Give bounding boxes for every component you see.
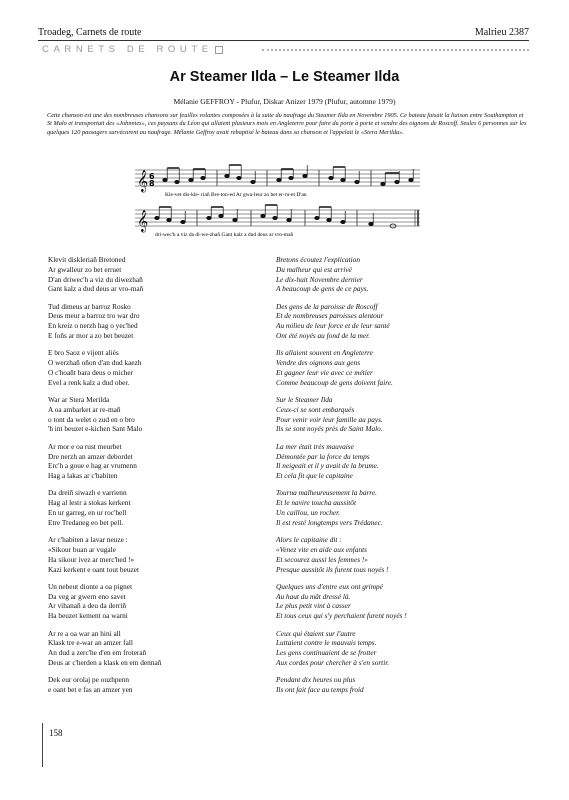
french-line: Le dix-huit Novembre dernier xyxy=(276,274,363,284)
breton-line: O c'hoañt bara deus o micher xyxy=(48,367,133,377)
french-line: A beaucoup de gens de ce pays. xyxy=(276,284,369,294)
french-line: Bretons écoutez l'explication xyxy=(276,255,360,264)
french-line: La mer était très mauvaise xyxy=(276,441,354,451)
breton-line: Dek eur orolaj pe ouzhpenn xyxy=(48,675,130,685)
breton-line: Dre nerzh an amzer debordet xyxy=(48,451,133,461)
french-line: Il est resté longtemps vers Trédanec. xyxy=(276,517,383,527)
breton-line: Ar mor e oa rust meurbet xyxy=(48,441,122,451)
breton-stanza xyxy=(48,535,258,574)
breton-stanza xyxy=(48,488,258,527)
breton-line: D'an driwec'h a viz du diwezhañ xyxy=(48,274,143,284)
french-line: Ils se sont noyés près de Saint Malo. xyxy=(276,424,383,434)
score-lyrics-line-2: dri-wec'h a viz da di-we-zhañ Gant kalz a dud deus ar vro-mañ xyxy=(155,232,294,238)
breton-stanza xyxy=(48,302,258,341)
breton-line: Erc'h a goue e hag ar vrumenn xyxy=(48,461,137,471)
french-line: Quelques uns d'entre eux ont grimpé xyxy=(276,581,383,591)
french-line: «Venez vite en aide aux enfants xyxy=(276,544,367,554)
french-stanza xyxy=(276,629,526,668)
french-line: Ont été noyés au fond de la mer. xyxy=(276,331,371,341)
french-stanza xyxy=(276,395,526,434)
score-lyrics-line-1: Kle-vet dis-kle- riañ Bre-ton-ed Ar gwa-leur zo bet er-ru-et D'an xyxy=(165,192,307,198)
french-translation xyxy=(276,255,526,702)
french-line: Sur le Steamer Ilda xyxy=(276,395,333,405)
breton-line: En kreiz o nerzh hag o yec'hed xyxy=(48,321,138,331)
breton-stanza xyxy=(48,395,258,434)
french-line: Au haut du mât dressé là. xyxy=(276,591,351,601)
breton-lyrics xyxy=(48,255,258,702)
breton-line: Da veg ar gwern eno savet xyxy=(48,591,126,601)
treble-clef-icon: 𝄞 xyxy=(137,210,149,232)
breton-line: E foñs ar mor a zo bet beuzet xyxy=(48,331,134,341)
french-line: Et tous ceux qui s'y perchaient furent noyés ! xyxy=(276,611,407,621)
breton-line: Hag a lakas ar c'habiten xyxy=(48,471,118,481)
french-line: Presque aussitôt ils furent tous noyés ! xyxy=(276,564,389,574)
french-line: Alors le capitaine dit : xyxy=(276,535,342,545)
french-stanza xyxy=(276,488,526,527)
breton-line: Hag al lestr a stokas kerkent xyxy=(48,498,131,508)
french-line: Et gagner leur vie avec ce métier xyxy=(276,367,373,377)
breton-stanza xyxy=(48,629,258,668)
notes-1 xyxy=(163,165,414,186)
breton-line: 'h int beuzet e-kichen Sant Malo xyxy=(48,424,143,434)
french-line: Le plus petit vint à casser xyxy=(276,601,351,611)
breton-line: «Sikour buan ar vugale xyxy=(48,544,116,554)
french-stanza xyxy=(276,442,526,481)
french-line: Ils allaient souvent en Angleterre xyxy=(276,348,373,358)
breton-line: Deus ar c'herden a klask en em dennañ xyxy=(48,657,162,667)
song-intro: Cette chanson est une des nombreuses chansons sur feuilles volantes composées à la suite du naufrage du Steamer Ilda en Novembre 1905. Ce bateau faisait la liaison entre Southampton et St Malo et transportait des «Johnnies», ces paysans du Léon qui allaient plusieurs mois en Angleterre pour faire du porte à porte et vendre des oignons de Roscoff. Seules 6 personnes sur les quelques 120 passagers survécurent au naufrage. Mélanie Geffroy avait rebaptisé le bateau dans sa chanson et l'appelait le «Stera Merilda». xyxy=(47,112,527,136)
french-stanza xyxy=(276,535,526,574)
svg-text:6: 6 xyxy=(149,172,155,181)
french-line: Et le navire toucha aussitôt xyxy=(276,498,356,508)
breton-line: Ha sikour ivez ar merc'hed !» xyxy=(48,554,135,564)
french-line: Un caillou, un rocher. xyxy=(276,508,340,518)
breton-stanza xyxy=(48,442,258,481)
french-line: Luttaient contre le mauvais temps. xyxy=(276,638,377,648)
song-title: Ar Steamer Ilda – Le Steamer Ilda xyxy=(169,69,400,85)
french-line: Aux cordes pour chercher à s'en sortir. xyxy=(276,657,390,667)
breton-line: War ar Stera Merilda xyxy=(48,395,110,405)
breton-line: An dud a zerc'he d'en em froterañ xyxy=(48,648,147,658)
section-label-text: CARNETS DE ROUTE xyxy=(42,44,213,55)
breton-stanza xyxy=(48,675,258,695)
breton-line: Evel a renk kalz a dud ober. xyxy=(48,377,130,387)
breton-stanza xyxy=(48,255,258,294)
french-line: Vendre des oignons aux gens xyxy=(276,358,361,368)
french-stanza xyxy=(276,348,526,387)
french-line: Au milieu de leur force et de leur santé xyxy=(276,321,390,331)
french-line: Ils ont fait face au temps froid xyxy=(276,684,364,694)
breton-line: Klask tre e-war an amzer fall xyxy=(48,638,133,648)
breton-line: Klevit diskleriañ Bretoned xyxy=(48,255,126,264)
breton-line: Ar gwalleur zo bet erruet xyxy=(48,264,122,274)
french-line: Ceux-ci se sont embarqués xyxy=(276,404,355,414)
page-number-rule xyxy=(42,723,43,767)
breton-line: Gant kalz a dud deus ar vro-mañ xyxy=(48,284,144,294)
song-source: Mélanie GEFFROY - Plufur, Diskar Anizer 1979 (Plufur, automne 1979) xyxy=(173,97,396,106)
french-line: Les gens continuaient de se frotter xyxy=(276,648,377,658)
page-number: 158 xyxy=(49,728,63,738)
notes-2 xyxy=(155,205,396,228)
french-line: Ceux qui étaient sur l'autre xyxy=(276,628,356,638)
french-line: Comme beaucoup de gens doivent faire. xyxy=(276,377,393,387)
french-line: Et secourez aussi les femmes !» xyxy=(276,554,368,564)
breton-line: Tud dimeus ar barroz Rosko xyxy=(48,301,131,311)
breton-line: Kazi kerkent e oant tout beuzet xyxy=(48,564,139,574)
header-rule xyxy=(38,40,529,41)
breton-line: e oant bet e fas an amzer yen xyxy=(48,684,133,694)
breton-line: Ar re a oa war an hini all xyxy=(48,628,121,638)
breton-line: En ur garreg, en ur roc'hell xyxy=(48,508,127,518)
breton-line: O werzhañ oñon d'an dud kaezh xyxy=(48,358,142,368)
french-line: Du malheur qui est arrivé xyxy=(276,264,352,274)
french-stanza xyxy=(276,675,526,695)
breton-line: E bro Saoz e vijent aliès xyxy=(48,348,119,358)
french-line: Des gens de la paroisse de Roscoff xyxy=(276,301,378,311)
treble-clef-icon: 𝄞 xyxy=(137,170,149,192)
music-score xyxy=(135,160,420,248)
running-header-left: Troadeg, Carnets de route xyxy=(38,27,142,38)
breton-line: Deus meur a barroz tro war dro xyxy=(48,311,140,321)
breton-line: A oa ambarket ar re-mañ xyxy=(48,404,121,414)
square-icon xyxy=(215,46,223,54)
french-line: Et cela fit que le capitaine xyxy=(276,471,353,481)
breton-line: Ar vihanañ a deu da derriñ xyxy=(48,601,127,611)
breton-line: Etre Tredaneg eo bet pell. xyxy=(48,517,124,527)
breton-stanza xyxy=(48,348,258,387)
breton-line: Ha beuzet kement oa warni xyxy=(48,611,128,621)
french-stanza xyxy=(276,302,526,341)
breton-line: Ar c'habiten a lavar neuze : xyxy=(48,535,128,545)
french-line: Pendant dix heures ou plus xyxy=(276,675,356,685)
breton-line: Da dreiñ siwazh e varrienn xyxy=(48,488,127,498)
dotted-rule xyxy=(262,49,529,51)
french-stanza xyxy=(276,255,526,294)
french-line: Et de nombreuses paroisses alentour xyxy=(276,311,384,321)
french-line: Tourna malheureusement la barre. xyxy=(276,488,377,498)
breton-line: o tont da welet o zud en o bro xyxy=(48,414,135,424)
running-header-right: Malrieu 2387 xyxy=(474,27,529,38)
section-label xyxy=(42,44,223,55)
french-line: Pour venir voir leur famille au pays. xyxy=(276,414,383,424)
breton-line: Un nebeut dionte a oa pignet xyxy=(48,581,133,591)
french-line: Démontée par la force du temps xyxy=(276,451,370,461)
french-line: Il neigeait et il y avait de la brume. xyxy=(276,461,379,471)
svg-text:8: 8 xyxy=(149,179,155,188)
french-stanza xyxy=(276,582,526,621)
breton-stanza xyxy=(48,582,258,621)
